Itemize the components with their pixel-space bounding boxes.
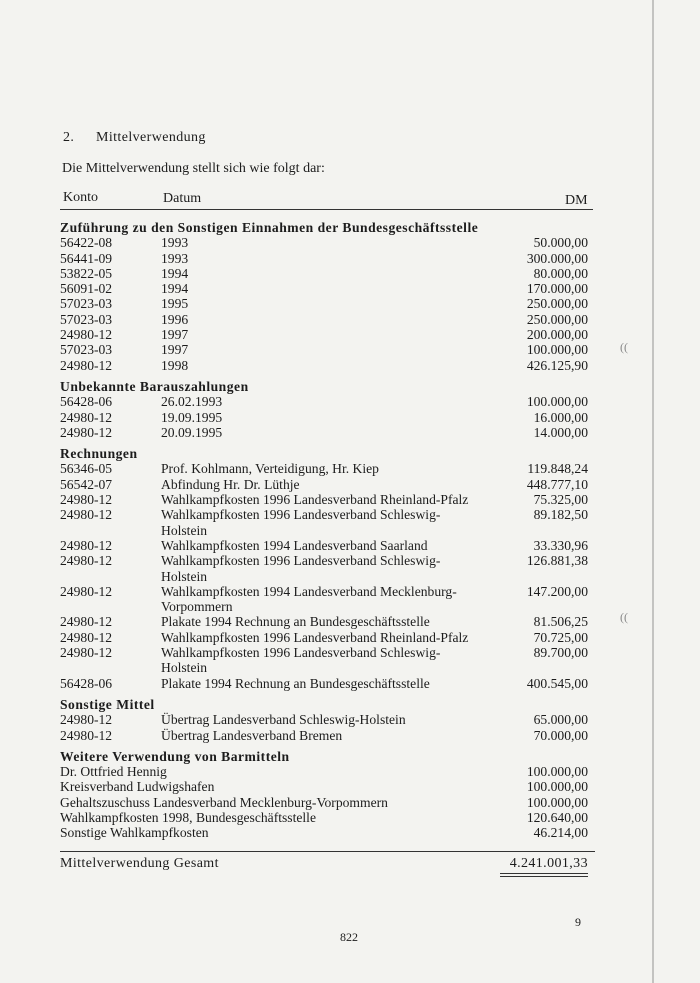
group-title (60, 749, 593, 764)
row-konto: 56428-06 (60, 675, 113, 691)
row-amount: 33.330,96 (533, 537, 588, 553)
row-konto: 56091-02 (60, 281, 113, 297)
table-row (60, 507, 593, 522)
row-amount: 50.000,00 (533, 235, 588, 251)
row-amount: 89.182,50 (533, 507, 588, 523)
total-rule (60, 851, 595, 852)
row-konto: 24980-12 (60, 645, 113, 661)
row-konto: 24980-12 (60, 492, 113, 508)
column-header-dm: DM (565, 193, 588, 208)
row-amount: 81.506,25 (533, 614, 588, 630)
group-title (60, 697, 593, 712)
table-row (60, 712, 593, 727)
row-datum: Wahlkampfkosten 1996 Landesverband Schleswig- (161, 553, 441, 569)
row-datum: Plakate 1994 Rechnung an Bundesgeschäftsstelle (161, 675, 430, 691)
fund-usage-table (60, 216, 593, 841)
table-row (60, 569, 593, 584)
row-amount: 170.000,00 (526, 281, 588, 297)
row-amount: 120.640,00 (526, 809, 588, 825)
row-konto: 56441-09 (60, 250, 113, 266)
row-description: Kreisverband Ludwigshafen (60, 779, 215, 795)
row-description: Gehaltszuschuss Landesverband Mecklenburg-Vorpommern (60, 794, 388, 810)
row-konto: 24980-12 (60, 727, 113, 743)
table-row (60, 312, 593, 327)
row-datum: 1995 (161, 296, 189, 312)
page-number: 822 (340, 930, 358, 944)
row-datum: Holstein (161, 660, 208, 676)
row-description: Sonstige Wahlkampfkosten (60, 825, 209, 841)
row-konto: 24980-12 (60, 553, 113, 569)
group-title-text: Sonstige Mittel (60, 696, 155, 712)
table-row (60, 477, 593, 492)
row-amount: 70.725,00 (533, 629, 588, 645)
intro-text: Die Mittelverwendung stellt sich wie folgt dar: (62, 161, 325, 176)
row-amount: 426.125,90 (526, 357, 588, 373)
total-row (60, 855, 593, 873)
row-amount: 89.700,00 (533, 645, 588, 661)
header-rule (60, 209, 593, 210)
table-row (60, 728, 593, 743)
table-row (60, 251, 593, 266)
table-row (60, 296, 593, 311)
row-datum: 1997 (161, 342, 189, 358)
row-konto: 24980-12 (60, 424, 113, 440)
row-konto: 56422-08 (60, 235, 113, 251)
row-datum: 1994 (161, 281, 189, 297)
row-datum: Wahlkampfkosten 1996 Landesverband Rheinland-Pfalz (161, 492, 469, 508)
table-row (60, 425, 593, 440)
row-amount: 300.000,00 (526, 250, 588, 266)
row-datum: Übertrag Landesverband Schleswig-Holstein (161, 712, 406, 728)
section-title: Mittelverwendung (96, 130, 206, 145)
row-datum: 19.09.1995 (161, 409, 223, 425)
table-row (60, 327, 593, 342)
row-amount: 70.000,00 (533, 727, 588, 743)
margin-mark: (( (620, 610, 628, 624)
row-datum: 1993 (161, 235, 189, 251)
row-datum: Wahlkampfkosten 1994 Landesverband Mecklenburg- (161, 583, 457, 599)
table-row (60, 492, 593, 507)
group-title (60, 446, 593, 461)
row-datum: 26.02.1993 (161, 394, 223, 410)
row-amount: 14.000,00 (533, 424, 588, 440)
row-konto: 24980-12 (60, 357, 113, 373)
scan-edge-line (652, 0, 654, 983)
margin-mark: (( (620, 340, 628, 354)
row-datum: 1998 (161, 357, 189, 373)
table-row (60, 584, 593, 599)
total-double-underline-1 (500, 873, 588, 874)
table-row (60, 764, 593, 779)
group-title-text: Weitere Verwendung von Barmitteln (60, 748, 290, 764)
row-amount: 16.000,00 (533, 409, 588, 425)
group-title-text: Rechnungen (60, 446, 138, 462)
table-row (60, 358, 593, 373)
row-konto: 53822-05 (60, 265, 113, 281)
row-amount: 119.848,24 (527, 461, 588, 477)
row-datum: Plakate 1994 Rechnung an Bundesgeschäftsstelle (161, 614, 430, 630)
table-row (60, 779, 593, 794)
row-konto: 24980-12 (60, 583, 113, 599)
row-amount: 100.000,00 (526, 394, 588, 410)
row-datum: 1993 (161, 250, 189, 266)
row-datum: Holstein (161, 522, 208, 538)
table-row (60, 676, 593, 691)
row-datum: 1994 (161, 265, 189, 281)
table-row (60, 599, 593, 614)
table-row (60, 523, 593, 538)
row-amount: 147.200,00 (526, 583, 588, 599)
row-amount: 46.214,00 (533, 825, 588, 841)
row-datum: Holstein (161, 568, 208, 584)
row-amount: 100.000,00 (526, 779, 588, 795)
row-datum: Wahlkampfkosten 1996 Landesverband Schleswig- (161, 507, 441, 523)
row-datum: 1996 (161, 311, 189, 327)
row-amount: 448.777,10 (526, 476, 588, 492)
row-konto: 24980-12 (60, 629, 113, 645)
row-amount: 65.000,00 (533, 712, 588, 728)
table-row (60, 660, 593, 675)
group-title-text: Unbekannte Barauszahlungen (60, 378, 249, 394)
group-title (60, 379, 593, 394)
row-datum: Wahlkampfkosten 1996 Landesverband Rheinland-Pfalz (161, 629, 469, 645)
table-row (60, 825, 593, 840)
row-datum: Abfindung Hr. Dr. Lüthje (161, 476, 300, 492)
table-row (60, 394, 593, 409)
total-label: Mittelverwendung Gesamt (60, 856, 219, 871)
row-amount: 250.000,00 (526, 311, 588, 327)
table-row (60, 614, 593, 629)
table-row (60, 235, 593, 250)
column-header-konto: Konto (63, 190, 98, 205)
row-datum: 1997 (161, 327, 189, 343)
row-datum: Vorpommern (161, 599, 233, 615)
row-amount: 80.000,00 (533, 265, 588, 281)
row-datum: 20.09.1995 (161, 424, 223, 440)
row-amount: 100.000,00 (526, 794, 588, 810)
row-amount: 126.881,38 (526, 553, 588, 569)
table-row (60, 645, 593, 660)
row-konto: 56346-05 (60, 461, 113, 477)
table-row (60, 281, 593, 296)
row-konto: 56542-07 (60, 476, 113, 492)
table-row (60, 538, 593, 553)
group-title-text: Zuführung zu den Sonstigen Einnahmen der Bundesgeschäftsstelle (60, 220, 479, 235)
table-row (60, 630, 593, 645)
row-konto: 24980-12 (60, 409, 113, 425)
row-description: Dr. Ottfried Hennig (60, 764, 167, 780)
row-amount: 200.000,00 (526, 327, 588, 343)
row-amount: 100.000,00 (526, 764, 588, 780)
section-number: 2. (63, 130, 75, 145)
table-row (60, 810, 593, 825)
row-konto: 57023-03 (60, 296, 113, 312)
row-konto: 57023-03 (60, 311, 113, 327)
table-row (60, 266, 593, 281)
row-amount: 250.000,00 (526, 296, 588, 312)
row-datum: Wahlkampfkosten 1994 Landesverband Saarland (161, 537, 428, 553)
row-konto: 24980-12 (60, 614, 113, 630)
row-konto: 24980-12 (60, 507, 113, 523)
table-row (60, 795, 593, 810)
total-amount: 4.241.001,33 (509, 856, 588, 871)
row-konto: 56428-06 (60, 394, 113, 410)
row-konto: 24980-12 (60, 327, 113, 343)
total-double-underline-2 (500, 876, 588, 877)
group-title (60, 220, 593, 235)
table-row (60, 553, 593, 568)
row-amount: 75.325,00 (533, 492, 588, 508)
side-number: 9 (575, 915, 581, 929)
row-amount: 100.000,00 (526, 342, 588, 358)
table-row (60, 342, 593, 357)
row-konto: 24980-12 (60, 712, 113, 728)
row-konto: 24980-12 (60, 537, 113, 553)
table-row (60, 461, 593, 476)
table-row (60, 410, 593, 425)
row-amount: 400.545,00 (526, 675, 588, 691)
row-datum: Wahlkampfkosten 1996 Landesverband Schleswig- (161, 645, 441, 661)
row-datum: Übertrag Landesverband Bremen (161, 727, 343, 743)
row-description: Wahlkampfkosten 1998, Bundesgeschäftsstelle (60, 809, 316, 825)
row-datum: Prof. Kohlmann, Verteidigung, Hr. Kiep (161, 461, 379, 477)
row-konto: 57023-03 (60, 342, 113, 358)
column-header-datum: Datum (163, 191, 202, 206)
